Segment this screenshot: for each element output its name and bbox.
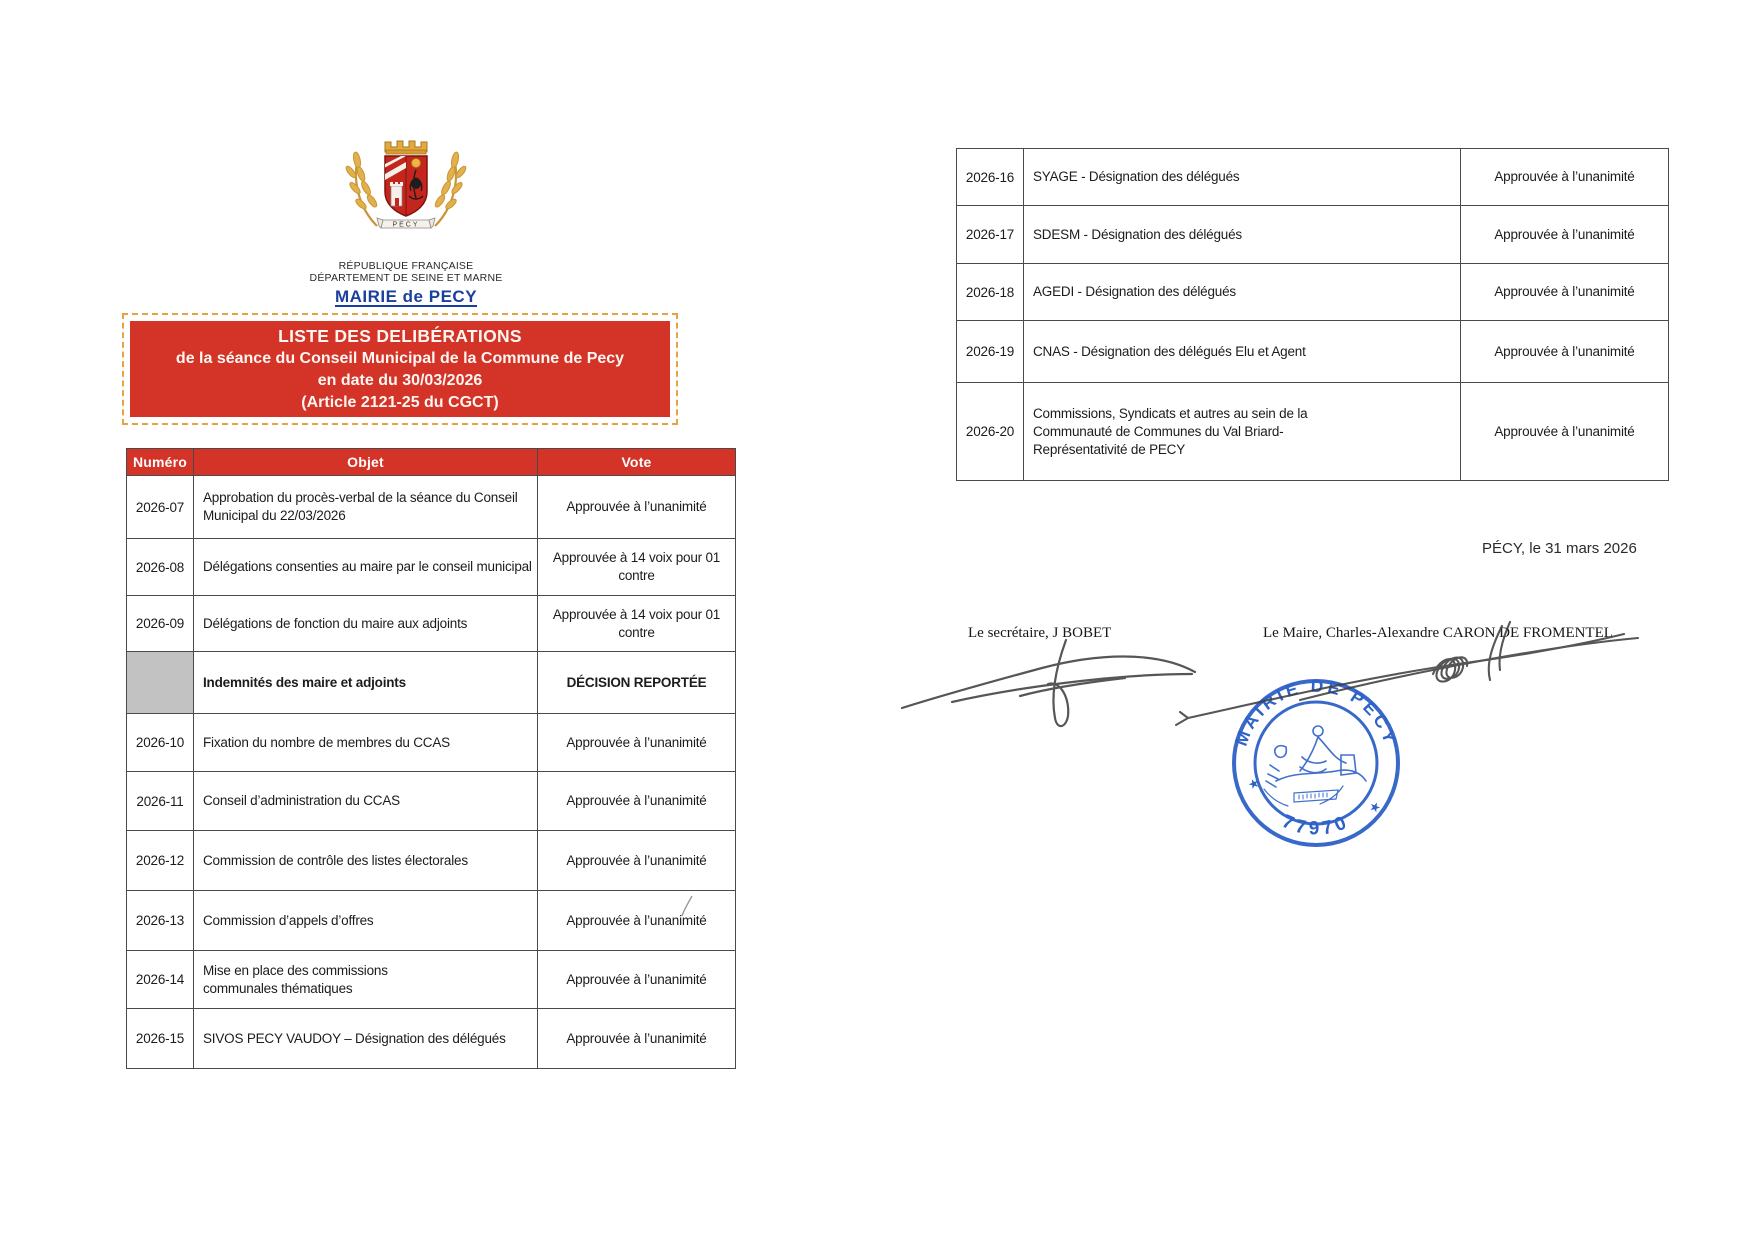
crown-icon bbox=[385, 141, 427, 154]
cell-numero: 2026-10 bbox=[127, 714, 194, 772]
cell-vote: Approuvée à l’unanimité bbox=[538, 772, 736, 831]
stamp-star-right-icon: ★ bbox=[1366, 797, 1384, 817]
cell-objet: SDESM - Désignation des délégués bbox=[1024, 206, 1461, 264]
cell-vote: Approuvée à l’unanimité bbox=[538, 891, 736, 951]
cell-numero: 2026-11 bbox=[127, 772, 194, 831]
cell-vote: Approuvée à 14 voix pour 01 contre bbox=[538, 596, 736, 652]
cell-numero: 2026-17 bbox=[957, 206, 1024, 264]
secretary-caption: Le secrétaire, J BOBET bbox=[968, 625, 1112, 641]
cell-vote: Approuvée à l’unanimité bbox=[1461, 206, 1669, 264]
cell-vote: Approuvée à l’unanimité bbox=[538, 1009, 736, 1069]
departement-line: DÉPARTEMENT DE SEINE ET MARNE bbox=[309, 271, 503, 284]
banner-line4: (Article 2121-25 du CGCT) bbox=[301, 393, 499, 411]
deliberations-table-2 bbox=[956, 148, 1669, 481]
cell-objet: Commission d’appels d’offres bbox=[194, 891, 538, 951]
cell-numero: 2026-15 bbox=[127, 1009, 194, 1069]
table-row bbox=[957, 149, 1669, 206]
cell-vote: Approuvée à l’unanimité bbox=[1461, 321, 1669, 383]
table-row bbox=[957, 206, 1669, 264]
stamp-star-left-icon: ★ bbox=[1245, 774, 1262, 793]
cell-objet: SYAGE - Désignation des délégués bbox=[1024, 149, 1461, 206]
cell-numero: 2026-08 bbox=[127, 539, 194, 596]
table-row bbox=[127, 476, 736, 539]
cell-objet: Approbation du procès-verbal de la séance du Conseil Municipal du 22/03/2026 bbox=[194, 476, 538, 539]
col-header-objet: Objet bbox=[194, 449, 538, 476]
logo-scroll bbox=[377, 218, 435, 229]
table-row bbox=[127, 1009, 736, 1069]
cell-numero: 2026-14 bbox=[127, 951, 194, 1009]
cell-vote: Approuvée à l’unanimité bbox=[538, 951, 736, 1009]
cell-objet: Fixation du nombre de membres du CCAS bbox=[194, 714, 538, 772]
table-row-reported bbox=[127, 652, 736, 714]
table-row bbox=[127, 539, 736, 596]
table-row bbox=[957, 321, 1669, 383]
table-row bbox=[957, 383, 1669, 481]
cell-objet: Délégations consenties au maire par le conseil municipal bbox=[194, 539, 538, 596]
cell-numero: 2026-09 bbox=[127, 596, 194, 652]
stamp-arc-text: MAIRIE DE PECY bbox=[1230, 675, 1402, 749]
mairie-title: MAIRIE de PECY bbox=[334, 287, 478, 306]
table-row bbox=[127, 831, 736, 891]
cell-objet: AGEDI - Désignation des délégués bbox=[1024, 264, 1461, 321]
cell-numero: 2026-12 bbox=[127, 831, 194, 891]
deliberations-table-1 bbox=[126, 448, 736, 1069]
cell-numero: 2026-20 bbox=[957, 383, 1024, 481]
cell-objet: SIVOS PECY VAUDOY – Désignation des délégués bbox=[194, 1009, 538, 1069]
cell-objet: Commission de contrôle des listes électorales bbox=[194, 831, 538, 891]
table-row bbox=[127, 951, 736, 1009]
cell-objet: CNAS - Désignation des délégués Elu et Agent bbox=[1024, 321, 1461, 383]
logo-scroll-text: PECY bbox=[392, 221, 420, 229]
table-row bbox=[127, 714, 736, 772]
cell-vote: Approuvée à l’unanimité bbox=[538, 476, 736, 539]
cell-numero: 2026-07 bbox=[127, 476, 194, 539]
banner-title: LISTE DES DELIBÉRATIONS bbox=[278, 325, 522, 346]
cell-numero: 2026-19 bbox=[957, 321, 1024, 383]
cell-vote: Approuvée à l’unanimité bbox=[1461, 383, 1669, 481]
mayor-caption: Le Maire, Charles-Alexandre CARON DE FROMENTEL bbox=[1263, 625, 1613, 641]
cell-objet: Indemnités des maire et adjoints bbox=[194, 652, 538, 714]
place-date: PÉCY, le 31 mars 2026 bbox=[1482, 540, 1637, 557]
banner-line3: en date du 30/03/2026 bbox=[317, 371, 483, 389]
letterhead bbox=[256, 261, 556, 307]
cell-objet: Conseil d’administration du CCAS bbox=[194, 772, 538, 831]
cell-objet: Délégations de fonction du maire aux adjoints bbox=[194, 596, 538, 652]
cell-vote: Approuvée à l’unanimité bbox=[1461, 264, 1669, 321]
cell-vote: Approuvée à 14 voix pour 01 contre bbox=[538, 539, 736, 596]
shield-orb-icon bbox=[412, 159, 421, 168]
shield-tower-icon bbox=[390, 182, 403, 206]
cell-numero: 2026-13 bbox=[127, 891, 194, 951]
cell-objet: Commissions, Syndicats et autres au sein de la Communauté de Communes du Val Briard- Représentativité de PECY bbox=[1024, 383, 1461, 481]
col-header-numero: Numéro bbox=[127, 449, 194, 476]
wheat-left-icon bbox=[344, 152, 378, 226]
wheat-right-icon bbox=[434, 152, 468, 226]
cell-vote: Approuvée à l’unanimité bbox=[1461, 149, 1669, 206]
cell-vote: Approuvée à l’unanimité bbox=[538, 714, 736, 772]
cell-numero-empty bbox=[127, 652, 194, 714]
stamp-postal-code: 77970 bbox=[1278, 811, 1354, 840]
mayor-signature bbox=[1150, 612, 1660, 747]
deliberations-banner bbox=[122, 313, 678, 425]
cell-vote: DÉCISION REPORTÉE bbox=[538, 652, 736, 714]
cell-numero: 2026-16 bbox=[957, 149, 1024, 206]
cell-numero: 2026-18 bbox=[957, 264, 1024, 321]
coat-of-arms bbox=[339, 136, 473, 254]
table-row bbox=[127, 891, 736, 951]
table-row bbox=[127, 772, 736, 831]
banner-line2: de la séance du Conseil Municipal de la Commune de Pecy bbox=[175, 349, 625, 367]
cell-objet: Mise en place des commissions communales thématiques bbox=[194, 951, 538, 1009]
cell-vote: Approuvée à l’unanimité bbox=[538, 831, 736, 891]
col-header-vote: Vote bbox=[538, 449, 736, 476]
pen-mark bbox=[678, 893, 698, 919]
deliberations-banner-inner bbox=[130, 321, 670, 417]
table-row bbox=[127, 596, 736, 652]
svg-text:77970 bbox=[1279, 811, 1353, 840]
table-row bbox=[957, 264, 1669, 321]
shield-icon bbox=[385, 156, 427, 216]
republique-line: RÉPUBLIQUE FRANÇAISE bbox=[338, 260, 474, 272]
table-header-row bbox=[127, 449, 736, 476]
